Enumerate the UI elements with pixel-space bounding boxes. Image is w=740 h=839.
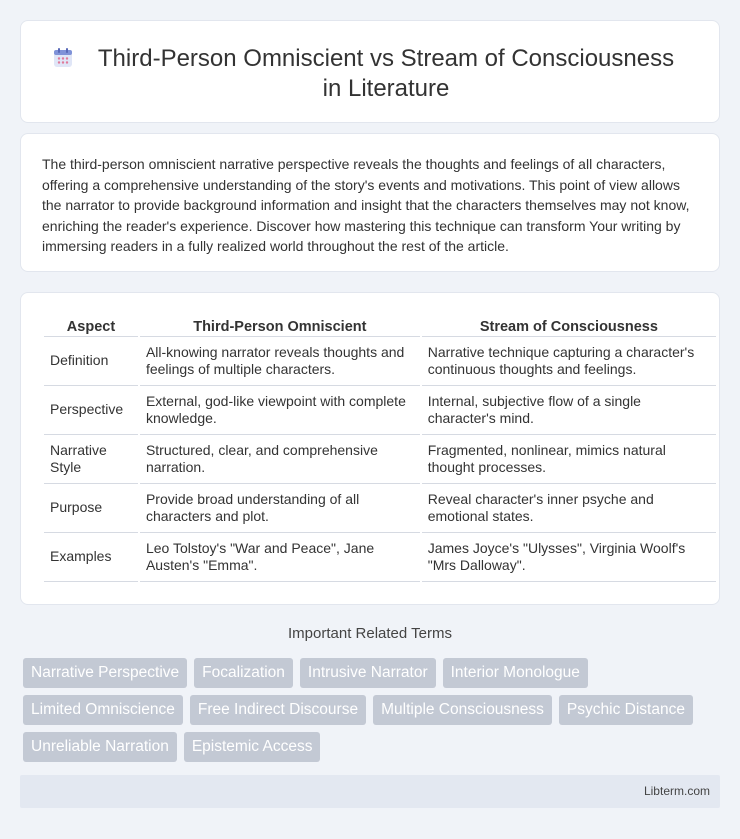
term-tag[interactable]: Narrative Perspective bbox=[23, 658, 187, 688]
row-aspect: Narrative Style bbox=[44, 435, 138, 484]
term-tag[interactable]: Focalization bbox=[194, 658, 293, 688]
row-omniscient: Provide broad understanding of all characters and plot. bbox=[140, 484, 420, 533]
page-title: Third-Person Omniscient vs Stream of Consciousness in Literature bbox=[97, 45, 675, 102]
term-tag[interactable]: Intrusive Narrator bbox=[300, 658, 436, 688]
row-aspect: Perspective bbox=[44, 386, 138, 435]
table-row bbox=[44, 386, 716, 435]
row-stream: Narrative technique capturing a character's continuous thoughts and feelings. bbox=[422, 337, 716, 386]
term-tag[interactable]: Psychic Distance bbox=[559, 695, 693, 725]
row-omniscient: All-knowing narrator reveals thoughts and feelings of multiple characters. bbox=[140, 337, 420, 386]
tag-row bbox=[23, 732, 723, 762]
term-tag[interactable]: Limited Omniscience bbox=[23, 695, 183, 725]
row-stream: Reveal character's inner psyche and emotional states. bbox=[422, 484, 716, 533]
related-terms bbox=[23, 658, 723, 769]
table-row bbox=[44, 337, 716, 386]
footer-site-link[interactable]: Libterm.com bbox=[643, 784, 710, 798]
tag-row bbox=[23, 695, 723, 725]
row-aspect: Examples bbox=[44, 533, 138, 582]
table-row bbox=[44, 533, 716, 582]
table-header-row bbox=[44, 313, 716, 337]
row-omniscient: Leo Tolstoy's "War and Peace", Jane Austen's "Emma". bbox=[140, 533, 420, 582]
header-aspect: Aspect bbox=[44, 313, 138, 337]
header-stream: Stream of Consciousness bbox=[422, 313, 716, 337]
row-omniscient: Structured, clear, and comprehensive narration. bbox=[140, 435, 420, 484]
term-tag[interactable]: Unreliable Narration bbox=[23, 732, 177, 762]
term-tag[interactable]: Epistemic Access bbox=[184, 732, 321, 762]
table-row bbox=[44, 484, 716, 533]
row-aspect: Purpose bbox=[44, 484, 138, 533]
table-row bbox=[44, 435, 716, 484]
term-tag[interactable]: Interior Monologue bbox=[443, 658, 588, 688]
footer bbox=[20, 775, 720, 808]
header-omniscient: Third-Person Omniscient bbox=[140, 313, 420, 337]
row-stream: Internal, subjective flow of a single character's mind. bbox=[422, 386, 716, 435]
intro-text: The third-person omniscient narrative perspective reveals the thoughts and feelings of all characters, offering a comprehensive understanding of the story's events and motivations. This point of view allows the narrator to provide background information and insight that the characters themselves may not know, enriching the reader's experience. Discover how mastering this technique can transform Your writing by immersing readers in a fully realized world throughout the rest of the article. bbox=[42, 156, 690, 254]
tag-row bbox=[23, 658, 723, 688]
row-omniscient: External, god-like viewpoint with complete knowledge. bbox=[140, 386, 420, 435]
comparison-card bbox=[20, 292, 720, 605]
related-terms-title: Important Related Terms bbox=[288, 625, 452, 642]
intro-card bbox=[20, 133, 720, 272]
comparison-table bbox=[42, 313, 718, 582]
row-aspect: Definition bbox=[44, 337, 138, 386]
title-card bbox=[20, 20, 720, 123]
row-stream: Fragmented, nonlinear, mimics natural thought processes. bbox=[422, 435, 716, 484]
term-tag[interactable]: Free Indirect Discourse bbox=[190, 695, 366, 725]
row-stream: James Joyce's "Ulysses", Virginia Woolf's "Mrs Dalloway". bbox=[422, 533, 716, 582]
term-tag[interactable]: Multiple Consciousness bbox=[373, 695, 552, 725]
